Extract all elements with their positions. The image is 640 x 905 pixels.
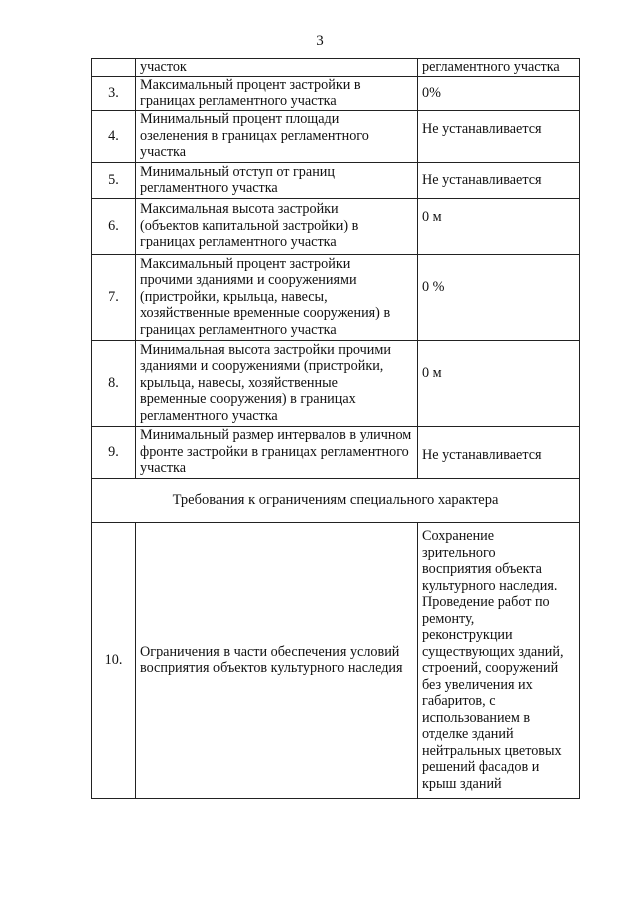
row-name: Максимальная высота застройки (объектов капитальной застройки) в границах регламентного участка xyxy=(136,198,418,254)
row-value: 0% xyxy=(418,76,580,110)
row-value: Сохранение зрительного восприятия объекта культурного наследия. Проведение работ по ремонту, реконструкции существующих зданий, строений, сооружений без увеличения их габаритов, с использованием в отделке зданий нейтральных цветовых решений фасадов и крыш зданий xyxy=(418,522,580,798)
table-row-continuation xyxy=(92,59,580,77)
row-value: Не устанавливается xyxy=(418,162,580,198)
section-header: Требования к ограничениям специального характера xyxy=(92,478,580,522)
row-value: 0 м xyxy=(418,198,580,254)
table-row xyxy=(92,254,580,340)
row-name: Минимальный отступ от границ регламентного участка xyxy=(136,162,418,198)
table-row xyxy=(92,198,580,254)
row-number: 9. xyxy=(92,426,136,478)
row-name: Максимальный процент застройки в границах регламентного участка xyxy=(136,76,418,110)
row-name: Минимальный процент площади озеленения в границах регламентного участка xyxy=(136,110,418,162)
table-row xyxy=(92,426,580,478)
row-name: Минимальный размер интервалов в уличном фронте застройки в границах регламентного участка xyxy=(136,426,418,478)
row-number: 8. xyxy=(92,340,136,426)
table-row xyxy=(92,110,580,162)
row-name: Минимальная высота застройки прочими зданиями и сооружениями (пристройки, крыльца, навесы, хозяйственные временные сооружения) в границах регламентного участка xyxy=(136,340,418,426)
row-number: 7. xyxy=(92,254,136,340)
row-value: регламентного участка xyxy=(418,59,580,77)
row-value: Не устанавливается xyxy=(418,426,580,478)
row-name: Максимальный процент застройки прочими зданиями и сооружениями (пристройки, крыльца, навесы, хозяйственные временные сооружения) в границах регламентного участка xyxy=(136,254,418,340)
row-number: 4. xyxy=(92,110,136,162)
table-row xyxy=(92,522,580,798)
row-number: 3. xyxy=(92,76,136,110)
row-number xyxy=(92,59,136,77)
section-header-row xyxy=(92,478,580,522)
page-number: 3 xyxy=(316,33,324,49)
table-row xyxy=(92,162,580,198)
row-value: 0 м xyxy=(418,340,580,426)
row-value: 0 % xyxy=(418,254,580,340)
regulation-table xyxy=(91,58,580,799)
row-number: 6. xyxy=(92,198,136,254)
table-row xyxy=(92,76,580,110)
row-value: Не устанавливается xyxy=(418,110,580,162)
row-number: 5. xyxy=(92,162,136,198)
row-number: 10. xyxy=(92,522,136,798)
table-row xyxy=(92,340,580,426)
row-name: Ограничения в части обеспечения условий восприятия объектов культурного наследия xyxy=(136,522,418,798)
row-name: участок xyxy=(136,59,418,77)
